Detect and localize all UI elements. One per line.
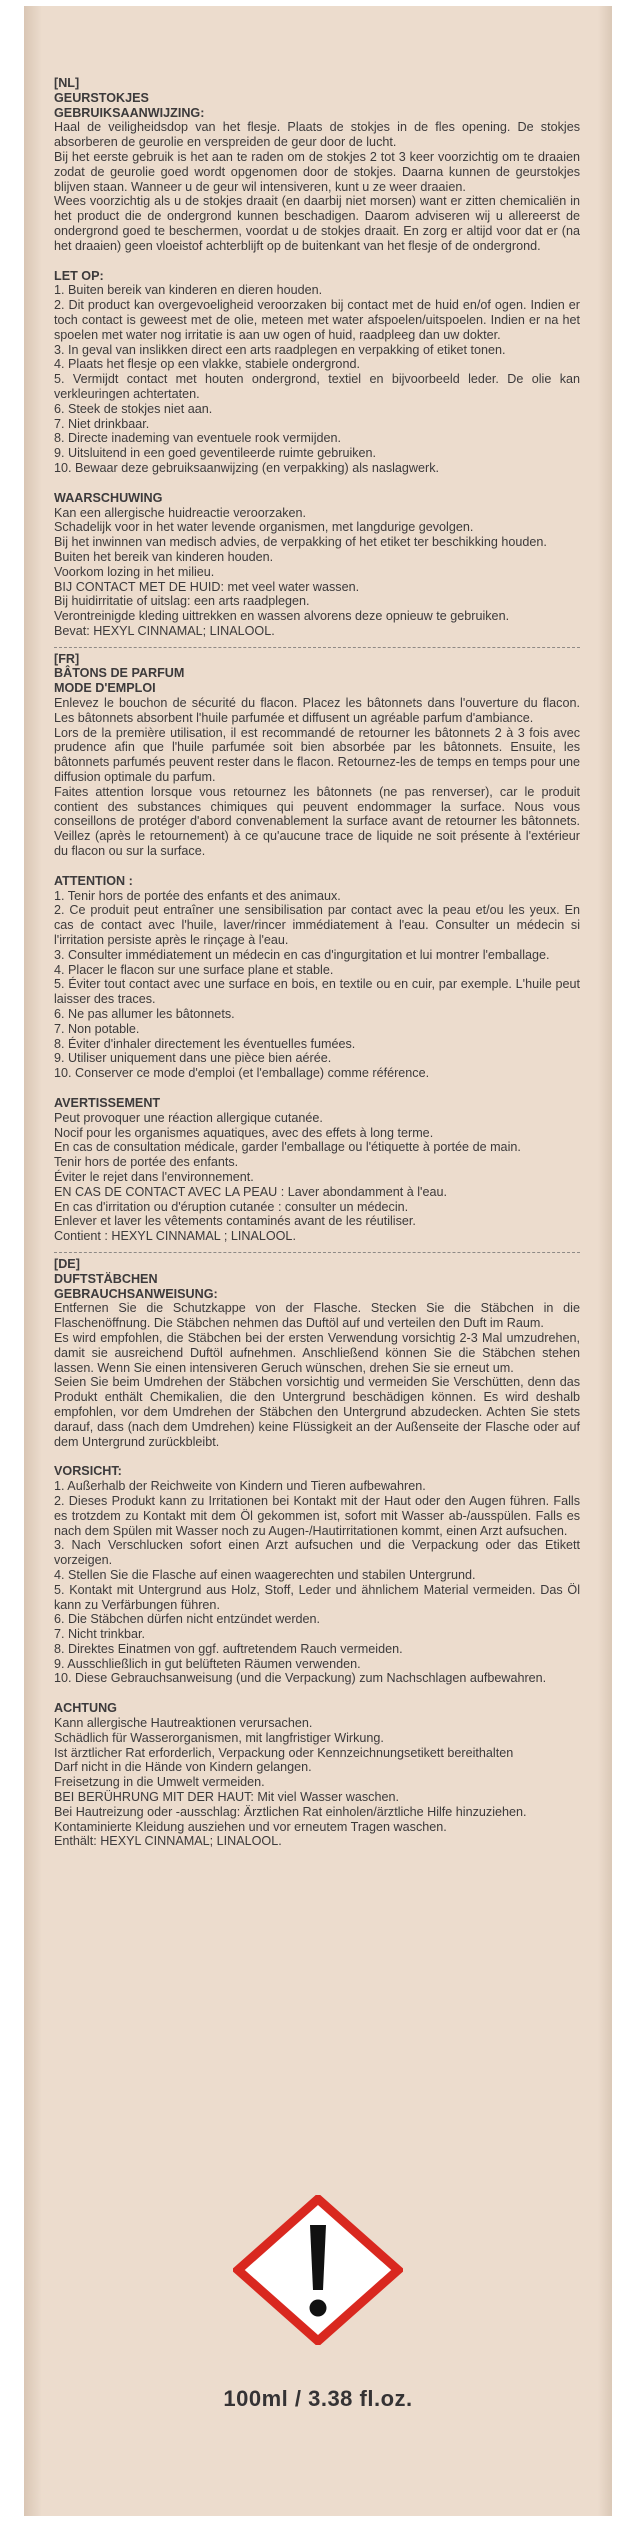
caution-heading: VORSICHT:	[54, 1464, 122, 1479]
warning-item: Enlever et laver les vêtements contaminés avant de les réutiliser.	[54, 1214, 416, 1229]
warning-item: Buiten het bereik van kinderen houden.	[54, 549, 274, 564]
warning-heading: ACHTUNG	[54, 1701, 117, 1716]
caution-item: 4. Plaats het flesje op een vlakke, stabiele ondergrond.	[54, 357, 360, 372]
section-subtitle: GEBRUIKSAANWIJZING:	[54, 105, 205, 120]
instruction-paragraph: Wees voorzichtig als u de stokjes draait (en daarbij niet morsen) want er zitten chemicaliën in het product die de ondergrond kunnen beschadigen. Daarom adviseren wij u allereerst de ondergrond goed te beschermen, voordat u de stokjes draait. En zorg er altijd voor dat er (na het draaien) geen vloeistof achterblijft op de buitenkant van het flesje of de ondergrond.	[54, 194, 580, 253]
caution-item: 3. Nach Verschlucken sofort einen Arzt aufsuchen und die Verpackung oder das Etikett vorzeigen.	[54, 1538, 580, 1568]
caution-heading: LET OP:	[54, 268, 104, 283]
warning-item: Voorkom lozing in het milieu.	[54, 564, 215, 579]
instruction-paragraph: Bij het eerste gebruik is het aan te raden om de stokjes 2 tot 3 keer voorzichtig om te draaien zodat de geurolie goed wordt opgenomen door de stokjes. Daarna kunnen de geurstokjes blijven staan. Wanneer u de geur wil intensiveren, kunt u ze weer draaien.	[54, 149, 580, 194]
warning-heading: WAARSCHUWING	[54, 490, 163, 505]
caution-item: 5. Vermijdt contact met houten ondergrond, textiel en bijvoorbeeld leder. De olie kan verkleuringen achtertaten.	[54, 372, 580, 401]
caution-item: 7. Non potable.	[54, 1021, 140, 1036]
caution-item: 8. Éviter d'inhaler directement les éventuelles fumées.	[54, 1036, 356, 1051]
language-section	[54, 652, 580, 1244]
warning-item: Peut provoquer une réaction allergique cutanée.	[54, 1110, 323, 1125]
warning-item: Enthält: HEXYL CINNAMAL; LINALOOL.	[54, 1834, 282, 1849]
warning-item: Freisetzung in die Umwelt vermeiden.	[54, 1775, 265, 1790]
warning-item: Kann allergische Hautreaktionen verursachen.	[54, 1716, 313, 1731]
caution-item: 8. Direktes Einatmen von ggf. auftretendem Rauch vermeiden.	[54, 1641, 403, 1656]
instruction-paragraph: Seien Sie beim Umdrehen der Stäbchen vorsichtig und vermeiden Sie Verschütten, denn das Produkt enthält Chemikalien, die den Untergrund beschädigen können. Es wird deshalb empfohlen, vor dem Umdrehen der Stäbchen den Untergrund abzudecken. Achten Sie stets darauf, dass (nach dem Umdrehen) keine Flüssigkeit an der Außenseite der Flasche oder auf dem Untergrund zurückbleibt.	[54, 1375, 580, 1449]
instruction-paragraph: Enlevez le bouchon de sécurité du flacon. Placez les bâtonnets dans l'ouverture du flacon. Les bâtonnets absorbent l'huile parfumée et diffusent un agréable parfum d'ambiance.	[54, 696, 580, 725]
warning-item: BEI BERÜHRUNG MIT DER HAUT: Mit viel Wasser waschen.	[54, 1790, 399, 1805]
language-tag: [DE]	[54, 1256, 80, 1271]
caution-item: 2. Dit product kan overgevoeligheid veroorzaken bij contact met de huid en/of ogen. Indien er toch contact is geweest met de olie, meteen met water afspoelen/uitspoelen. Indien er na het spoelen met water nog irritatie is aan uw ogen of huid, raadpleeg dan uw dokter.	[54, 298, 580, 342]
warning-item: BIJ CONTACT MET DE HUID: met veel water wassen.	[54, 579, 360, 594]
caution-item: 3. Consulter immédiatement un médecin en cas d'ingurgitation et lui montrer l'emballage.	[54, 947, 550, 962]
warning-item: Verontreinigde kleding uittrekken en wassen alvorens deze opnieuw te gebruiken.	[54, 609, 510, 624]
language-section	[54, 1257, 580, 1849]
caution-item: 10. Diese Gebrauchsanweisung (und die Verpackung) zum Nachschlagen aufbewahren.	[54, 1671, 547, 1686]
warning-item: Bevat: HEXYL CINNAMAL; LINALOOL.	[54, 623, 275, 638]
caution-item: 7. Nicht trinkbar.	[54, 1627, 145, 1642]
section-title: DUFTSTÄBCHEN	[54, 1271, 158, 1286]
instruction-paragraph: Faites attention lorsque vous retournez les bâtonnets (ne pas renverser), car le produit contient des substances chimiques qui peuvent endommager la surface. Nous vous conseillons de protéger d'abord convenablement la surface avant de retourner les bâtonnets. Veillez (après le retournement) à ce qu'aucune trace de liquide ne soit présente à l'extérieur du flacon ou sur la surface.	[54, 784, 580, 859]
warning-item: Kan een allergische huidreactie veroorzaken.	[54, 505, 307, 520]
warning-item: En cas d'irritation ou d'éruption cutanée : consulter un médecin.	[54, 1199, 409, 1214]
packaging-panel	[24, 6, 612, 2516]
caution-item: 2. Dieses Produkt kann zu Irritationen bei Kontakt mit der Haut oder den Augen führen. Falls es trotzdem zu Kontakt mit dem Öl gekommen ist, sofort mit Wasser ab-/ausspülen. Falls es nach dem Spülen mit Wasser noch zu Augen-/Hautirritationen kommt, einen Arzt aufsuchen.	[54, 1493, 580, 1538]
warning-item: Tenir hors de portée des enfants.	[54, 1155, 239, 1170]
instruction-paragraph: Es wird empfohlen, die Stäbchen bei der ersten Verwendung vorsichtig 2-3 Mal umzudrehen, damit sie ausreichend Duftöl aufnehmen. Anschließend können Sie die Stäbchen stehen lassen. Wenn Sie einen intensiveren Geruch wünschen, drehen Sie sie erneut um.	[54, 1330, 580, 1375]
warning-item: Bei Hautreizung oder -ausschlag: Ärztlichen Rat einholen/ärztliche Hilfe hinzuziehen.	[54, 1804, 527, 1819]
caution-item: 2. Ce produit peut entraîner une sensibilisation par contact avec la peau et/ou les yeux. En cas de contact avec l'huile, laver/rincer immédiatement à l'eau. Consulter un médecin si l'irritation persiste après le rinçage à l'eau.	[54, 903, 580, 948]
warning-item: Éviter le rejet dans l'environnement.	[54, 1169, 254, 1184]
volume-label: 100ml / 3.38 fl.oz.	[223, 2386, 413, 2411]
caution-item: 7. Niet drinkbaar.	[54, 416, 150, 431]
warning-item: EN CAS DE CONTACT AVEC LA PEAU : Laver abondamment à l'eau.	[54, 1184, 447, 1199]
language-section	[54, 76, 580, 639]
caution-item: 10. Bewaar deze gebruiksaanwijzing (en verpakking) als naslagwerk.	[54, 460, 440, 475]
section-title: BÂTONS DE PARFUM	[54, 666, 185, 681]
exclamation-mark-hazard-icon	[233, 2195, 403, 2345]
caution-item: 9. Utiliser uniquement dans une pièce bien aérée.	[54, 1051, 332, 1066]
caution-item: 5. Kontakt mit Untergrund aus Holz, Stoff, Leder und ähnlichem Material vermeiden. Das Öl kann zu Verfärbungen führen.	[54, 1582, 580, 1612]
caution-item: 9. Uitsluitend in een goed geventileerde ruimte gebruiken.	[54, 446, 377, 461]
instruction-paragraph: Entfernen Sie die Schutzkappe von der Flasche. Stecken Sie die Stäbchen in die Flaschenöffnung. Die Stäbchen nehmen das Duftöl auf und verteilen den Duft im Raum.	[54, 1301, 580, 1331]
caution-item: 1. Buiten bereik van kinderen en dieren houden.	[54, 283, 323, 298]
warning-item: Schädlich für Wasserorganismen, mit langfristiger Wirkung.	[54, 1730, 384, 1745]
instruction-paragraph: Lors de la première utilisation, il est recommandé de retourner les bâtonnets 2 à 3 fois avec prudence afin que l'huile parfumée soit bien absorbée par les bâtonnets. Ensuite, les bâtonnets parfumés peuvent rester dans le flacon. Retournez-les de temps en temps pour une diffusion optimale du parfum.	[54, 725, 580, 785]
warning-item: Ist ärztlicher Rat erforderlich, Verpackung oder Kennzeichnungsetikett bereithalten	[54, 1745, 514, 1760]
caution-item: 1. Tenir hors de portée des enfants et des animaux.	[54, 888, 341, 903]
section-subtitle: MODE D'EMPLOI	[54, 681, 156, 696]
caution-item: 6. Ne pas allumer les bâtonnets.	[54, 1007, 235, 1022]
section-subtitle: GEBRAUCHSANWEISUNG:	[54, 1286, 218, 1301]
warning-item: Bij huidirritatie of uitslag: een arts raadplegen.	[54, 594, 310, 609]
warning-item: Schadelijk voor in het water levende organismen, met langdurige gevolgen.	[54, 520, 474, 535]
caution-item: 4. Stellen Sie die Flasche auf einen waagerechten und stabilen Untergrund.	[54, 1567, 476, 1582]
section-title: GEURSTOKJES	[54, 90, 149, 105]
section-divider	[54, 647, 580, 648]
panel-shadow-left	[24, 6, 42, 2516]
warning-item: En cas de consultation médicale, garder l'emballage ou l'étiquette à portée de main.	[54, 1140, 521, 1155]
caution-heading: ATTENTION :	[54, 873, 133, 888]
caution-item: 6. Steek de stokjes niet aan.	[54, 401, 213, 416]
caution-item: 3. In geval van inslikken direct een arts raadplegen en verpakking of etiket tonen.	[54, 342, 506, 357]
language-tag: [FR]	[54, 651, 80, 666]
warning-item: Kontaminierte Kleidung ausziehen und vor erneutem Tragen waschen.	[54, 1819, 447, 1834]
section-divider	[54, 1252, 580, 1253]
warning-heading: AVERTISSEMENT	[54, 1096, 161, 1110]
caution-item: 8. Directe inademing van eventuele rook vermijden.	[54, 431, 342, 446]
instruction-paragraph: Haal de veiligheidsdop van het flesje. Plaats de stokjes in de fles opening. De stokjes absorberen de geurolie en verspreiden de geur door de lucht.	[54, 120, 580, 150]
panel-shadow-right	[598, 6, 612, 2516]
warning-item: Darf nicht in die Hände von Kindern gelangen.	[54, 1760, 312, 1775]
warning-item: Bij het inwinnen van medisch advies, de verpakking of het etiket ter beschikking houden.	[54, 535, 547, 550]
caution-item: 5. Éviter tout contact avec une surface en bois, en textile ou en cuir, par exemple. L'huile peut laisser des traces.	[54, 977, 580, 1007]
caution-item: 4. Placer le flacon sur une surface plane et stable.	[54, 962, 334, 977]
warning-item: Contient : HEXYL CINNAMAL ; LINALOOL.	[54, 1229, 296, 1244]
caution-item: 9. Ausschließlich in gut belüfteten Räumen verwenden.	[54, 1656, 361, 1671]
language-tag: [NL]	[54, 76, 80, 90]
warning-item: Nocif pour les organismes aquatiques, avec des effets à long terme.	[54, 1125, 434, 1140]
caution-item: 1. Außerhalb der Reichweite von Kindern und Tieren aufbewahren.	[54, 1479, 426, 1494]
caution-item: 10. Conserver ce mode d'emploi (et l'emballage) comme référence.	[54, 1066, 430, 1081]
caution-item: 6. Die Stäbchen dürfen nicht entzündet werden.	[54, 1612, 321, 1627]
instructions-text	[54, 76, 580, 1849]
